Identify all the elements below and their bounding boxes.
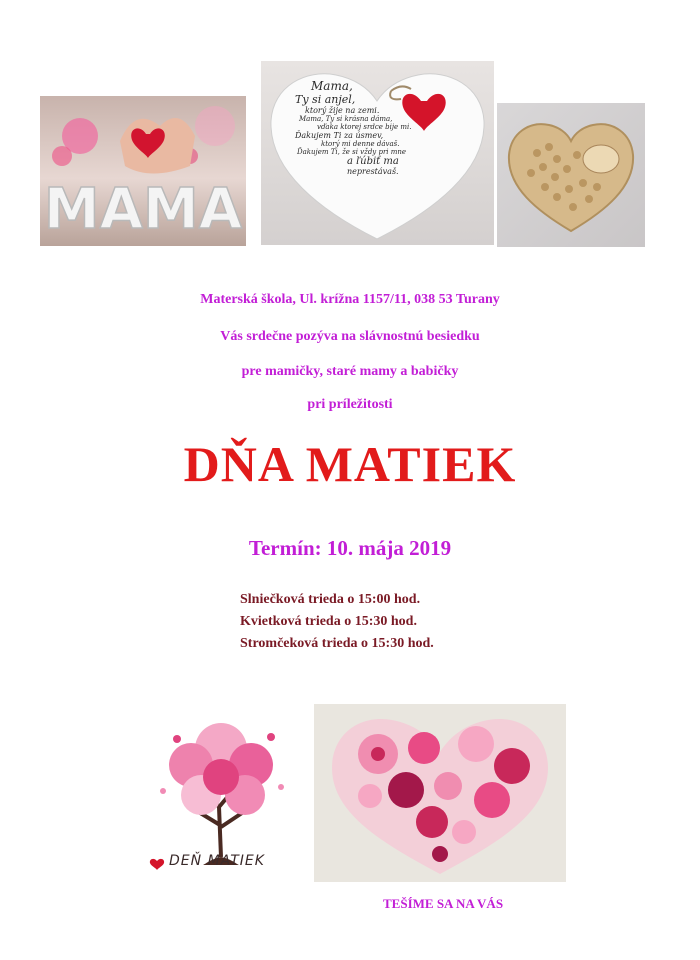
schedule-item: Kvietková trieda o 15:30 hod.: [240, 614, 417, 629]
invitation-line-audience: pre mamičky, staré mamy a babičky: [241, 364, 459, 379]
paper-heart-photo: [314, 704, 566, 882]
tree-logo-word-den: DEŇ: [169, 853, 203, 869]
wood-heart-photo: [497, 103, 645, 247]
mama-word: MAMA: [43, 177, 243, 242]
poem-line: vďaka ktorej srdce bije mi.: [317, 123, 412, 131]
den-matiek-tree-logo: [141, 707, 303, 884]
mama-photo-art: [40, 96, 246, 246]
poem-line: a ľúbiť ma: [347, 156, 399, 167]
event-title: DŇA MATIEK: [183, 436, 517, 492]
tree-logo-word-matiek: MATIEK: [207, 853, 265, 869]
poem-line: Ďakujem Ti, že si vždy pri mne: [297, 148, 407, 156]
closing-text: TEŠÍME SA NA VÁS: [383, 896, 504, 911]
poem-line: Mama, Ty si krásna dáma,: [299, 115, 393, 123]
tree-logo-caption: [169, 853, 265, 869]
poem-line: ktorý mi denne dávaš.: [321, 140, 400, 148]
poem-line: ktorý žije na zemi.: [305, 106, 380, 115]
paper-heart-art: [314, 704, 566, 882]
event-date: Termín: 10. mája 2019: [248, 536, 452, 560]
poem-line: Ďakujem Ti za úsmev,: [295, 131, 384, 140]
poem-line: neprestávaš.: [347, 167, 399, 176]
schedule-item: Slniečková trieda o 15:00 hod.: [240, 592, 421, 607]
invitation-line-school: Materská škola, Ul. krížna 1157/11, 038 53 Turany: [200, 292, 500, 307]
invitation-line-invite: Vás srdečne pozýva na slávnostnú besiedku: [220, 329, 480, 344]
mama-photo: [40, 96, 246, 246]
wood-heart-art: [497, 103, 645, 247]
invitation-line-occasion: pri príležitosti: [307, 397, 393, 412]
poem-line: Ty si anjel,: [295, 93, 356, 106]
schedule-item: Stromčeková trieda o 15:30 hod.: [240, 636, 434, 651]
poem-line: Mama,: [311, 79, 353, 93]
poem-heart-photo: [261, 61, 494, 245]
poem-text: [291, 79, 441, 176]
